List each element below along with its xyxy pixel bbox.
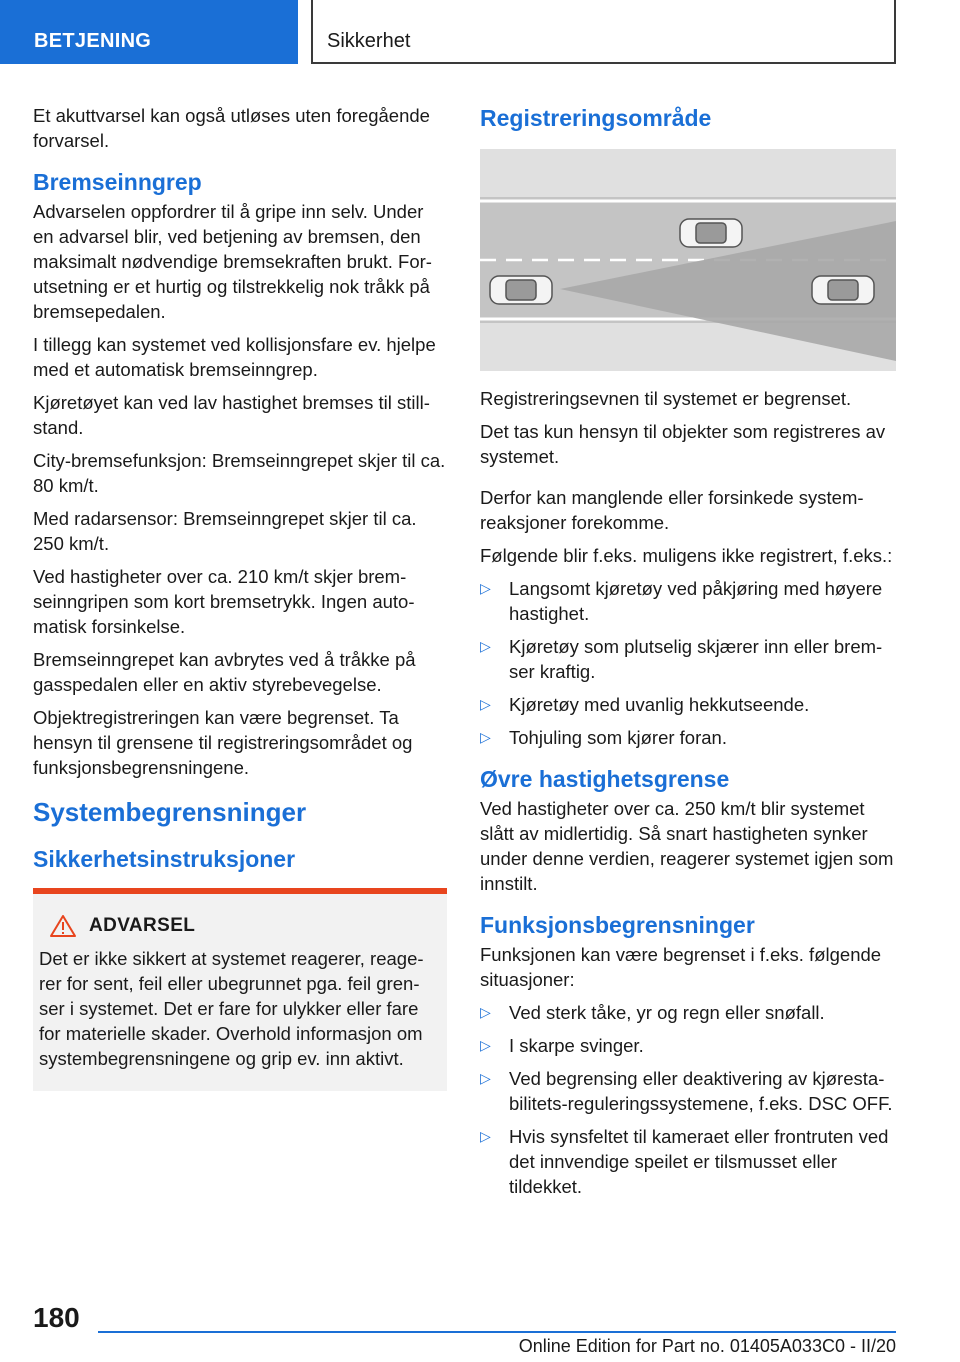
limits-heading: Systembegrensninger bbox=[33, 797, 307, 827]
brake-paragraph: Bremseinngrepet kan avbrytes ved å tråkke på gasspedalen eller en aktiv styrebevegelse. bbox=[33, 649, 416, 695]
range-paragraph: Derfor kan manglende eller forsinkede systemreaksjoner forekomme. bbox=[480, 487, 864, 533]
warning-text: Det er ikke sikkert at systemet reagerer, reagerer for sent, feil eller ubegrunnet pga. feil grenser i systemet. Det er fare for ulykker eller fare for materielle skader. Overhold informasjon om systembegrensningene og grip ev. inn aktivt. bbox=[39, 948, 424, 1069]
range-paragraph: Følgende blir f.eks. muligens ikke registrert, f.eks.: bbox=[480, 545, 893, 566]
func-paragraph: Funksjonen kan være begrenset i f.eks. følgende situasjoner: bbox=[480, 944, 882, 990]
list-item: ▷ Kjøretøy som plutselig skjærer inn eller bremser kraftig. bbox=[480, 636, 883, 682]
list-item: ▷ Ved begrensing eller deaktivering av kjørestabilitets-reguleringssystemene, f.eks. DSC OFF. bbox=[480, 1068, 893, 1114]
safety-heading: Sikkerhetsinstruksjoner bbox=[33, 846, 296, 872]
list-item: ▷ Hvis synsfeltet til kameraet eller frontruten ved det innvendige speilet er tilsmusset eller tildekket. bbox=[480, 1126, 889, 1197]
range-heading: Registreringsområde bbox=[480, 105, 712, 131]
list-item: ▷ I skarpe svinger. bbox=[480, 1035, 644, 1056]
right-column bbox=[480, 103, 896, 1207]
func-heading: Funksjonsbegrensninger bbox=[480, 912, 755, 938]
list-item: ▷ Langsomt kjøretøy ved påkjøring med høyere hastighet. bbox=[480, 578, 883, 624]
brake-heading: Bremseinngrep bbox=[33, 169, 202, 195]
brake-paragraph: City-bremsefunksjon: Bremseinngrepet skjer til ca. 80 km/t. bbox=[33, 450, 446, 496]
footer-divider bbox=[98, 1331, 896, 1333]
list-item: ▷ Tohjuling som kjører foran. bbox=[480, 727, 727, 748]
range-paragraph: Registreringsevnen til systemet er begrenset. bbox=[480, 388, 852, 409]
section-label: BETJENING bbox=[34, 30, 152, 52]
car-icon bbox=[680, 219, 742, 247]
list-item: ▷ Ved sterk tåke, yr og regn eller snøfall. bbox=[480, 1002, 825, 1023]
brake-paragraph: Kjøretøyet kan ved lav hastighet bremses til stillstand. bbox=[33, 392, 430, 438]
bullet-triangle-icon: ▷ bbox=[480, 580, 491, 596]
bullet-triangle-icon: ▷ bbox=[480, 1128, 491, 1144]
bullet-triangle-icon: ▷ bbox=[480, 1037, 491, 1053]
warning-header bbox=[39, 914, 439, 938]
brake-paragraph: I tillegg kan systemet ved kollisjonsfare ev. hjelpe med et automatisk bremseinngrep. bbox=[33, 334, 436, 380]
warning-title: ADVARSEL bbox=[89, 915, 196, 936]
warning-box bbox=[33, 888, 447, 1091]
car-icon bbox=[490, 276, 552, 304]
brake-paragraph: Objektregistreringen kan være begrenset. Ta hensyn til grensene til registreringsområdet og funksjonsbegrensningene. bbox=[33, 707, 413, 778]
left-column bbox=[33, 103, 447, 1091]
bullet-triangle-icon: ▷ bbox=[480, 1070, 491, 1086]
speed-heading: Øvre hastighetsgrense bbox=[480, 766, 730, 792]
speed-paragraph: Ved hastigheter over ca. 250 km/t blir systemet slått av midlertidig. Så snart hastigheten synker under denne verdien, reagerer systemet igjen som innstilt. bbox=[480, 798, 894, 894]
range-paragraph: Det tas kun hensyn til objekter som registreres av systemet. bbox=[480, 421, 886, 467]
topic-label: Sikkerhet bbox=[327, 30, 411, 52]
bullet-triangle-icon: ▷ bbox=[480, 729, 491, 745]
list-item: ▷ Kjøretøy med uvanlig hekkutseende. bbox=[480, 694, 810, 715]
brake-paragraph: Ved hastigheter over ca. 210 km/t skjer bremseinngripen som kort bremsetrykk. Ingen automatisk forsinkelse. bbox=[33, 566, 415, 637]
brake-paragraph: Advarselen oppfordrer til å gripe inn selv. Under en advarsel blir, ved betjening av bremsen, den maksimalt nødvendige bremsekraften brukt. Forutsetning er et hurtig og tilstrekkelig nok tråkk på bremsepedalen. bbox=[33, 201, 432, 322]
brake-paragraph: Med radarsensor: Bremseinngrepet skjer til ca. 250 km/t. bbox=[33, 508, 417, 554]
bullet-triangle-icon: ▷ bbox=[480, 1004, 491, 1020]
topic-header bbox=[311, 0, 896, 64]
range-bullet-list bbox=[480, 576, 896, 750]
section-tab bbox=[0, 0, 298, 64]
bullet-triangle-icon: ▷ bbox=[480, 638, 491, 654]
edition-footer: Online Edition for Part no. 01405A033C0 - II/20 bbox=[518, 1336, 896, 1356]
page-number: 180 bbox=[33, 1302, 80, 1333]
func-bullet-list bbox=[480, 1000, 896, 1199]
intro-paragraph: Et akuttvarsel kan også utløses uten foregående forvarsel. bbox=[33, 105, 430, 151]
warning-triangle-icon bbox=[49, 914, 77, 938]
car-icon bbox=[812, 276, 874, 304]
detection-range-illustration bbox=[480, 149, 896, 371]
bullet-triangle-icon: ▷ bbox=[480, 696, 491, 712]
